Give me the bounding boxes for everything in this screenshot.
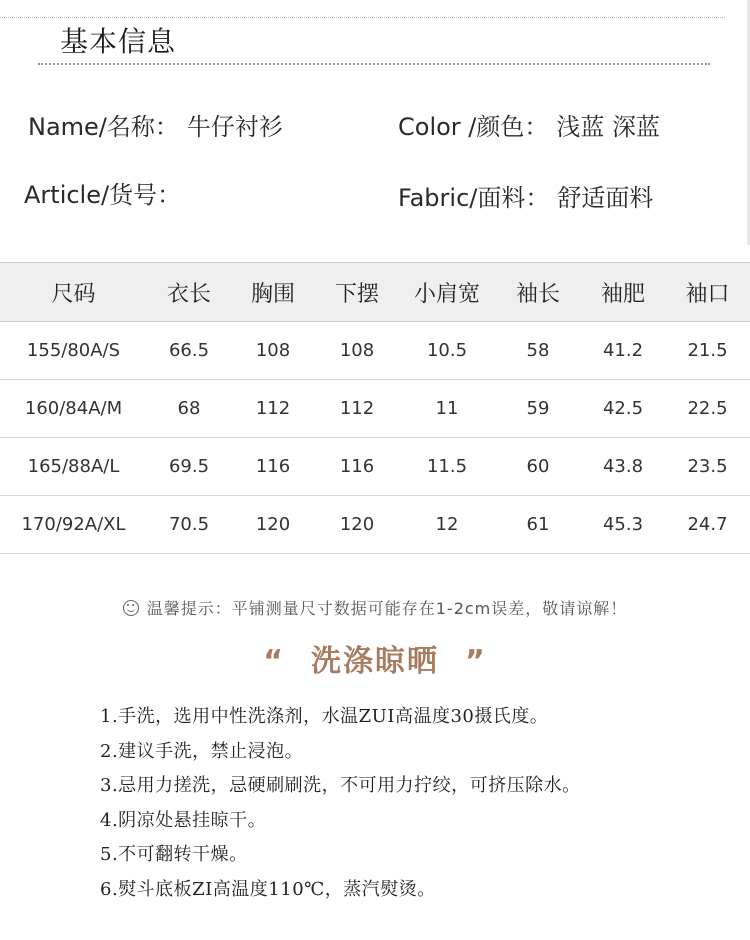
list-item: 5.不可翻转干燥。 xyxy=(100,844,248,865)
table-cell: 59 xyxy=(495,380,581,438)
table-cell: 170/92A/XL xyxy=(0,496,147,554)
info-color-label: Color /颜色： xyxy=(398,113,549,141)
table-row xyxy=(0,380,750,438)
table-cell: 22.5 xyxy=(665,380,750,438)
table-cell: 60 xyxy=(495,438,581,496)
table-cell: 165/88A/L xyxy=(0,438,147,496)
table-row xyxy=(0,496,750,554)
header-cell: 下摆 xyxy=(315,263,399,322)
measurement-tip xyxy=(0,596,750,619)
table-row xyxy=(0,438,750,496)
quote-close: ” xyxy=(465,644,487,679)
table-cell: 70.5 xyxy=(147,496,231,554)
info-fabric-label: Fabric/面料： xyxy=(398,184,550,212)
table-cell: 43.8 xyxy=(581,438,665,496)
size-table xyxy=(0,262,750,554)
table-cell: 61 xyxy=(495,496,581,554)
table-cell: 24.7 xyxy=(665,496,750,554)
table-cell: 41.2 xyxy=(581,322,665,380)
table-cell: 160/84A/M xyxy=(0,380,147,438)
wash-steps-list xyxy=(100,703,581,910)
list-item: 6.熨斗底板ZI高温度110℃，蒸汽熨烫。 xyxy=(100,878,436,900)
info-color xyxy=(398,107,660,142)
table-cell: 45.3 xyxy=(581,496,665,554)
table-cell: 112 xyxy=(315,380,399,438)
list-item: 3.忌用力搓洗，忌硬刷刷洗，不可用力拧绞，可挤压除水。 xyxy=(100,775,581,796)
size-table-header xyxy=(0,263,750,322)
info-article-label: Article/货号： xyxy=(24,181,182,209)
table-cell: 68 xyxy=(147,380,231,438)
table-cell: 69.5 xyxy=(147,438,231,496)
info-fabric-value: 舒适面料 xyxy=(557,184,654,212)
header-cell: 小肩宽 xyxy=(399,263,495,322)
info-name xyxy=(28,107,283,142)
info-fabric xyxy=(398,178,653,213)
table-cell: 120 xyxy=(315,496,399,554)
table-cell: 120 xyxy=(231,496,315,554)
header-cell: 衣长 xyxy=(147,263,231,322)
header-cell: 袖长 xyxy=(495,263,581,322)
wash-title xyxy=(0,636,750,680)
quote-open: “ xyxy=(263,644,285,679)
table-cell: 108 xyxy=(231,322,315,380)
table-cell: 10.5 xyxy=(399,322,495,380)
table-cell: 116 xyxy=(315,438,399,496)
header-cell: 袖肥 xyxy=(581,263,665,322)
wash-title-text: 洗涤晾晒 xyxy=(311,644,439,679)
title-dotted-divider xyxy=(38,63,710,65)
table-cell: 11.5 xyxy=(399,438,495,496)
info-name-value: 牛仔衬衫 xyxy=(186,113,283,141)
header-cell: 尺码 xyxy=(0,263,147,322)
tip-text: 温馨提示：平铺测量尺寸数据可能存在1-2cm误差，敬请谅解！ xyxy=(146,599,628,618)
table-cell: 23.5 xyxy=(665,438,750,496)
table-cell: 21.5 xyxy=(665,322,750,380)
header-cell: 袖口 xyxy=(665,263,750,322)
list-item: 2.建议手洗，禁止浸泡。 xyxy=(100,740,304,762)
info-color-value: 浅蓝 深蓝 xyxy=(556,113,661,141)
table-row xyxy=(0,322,750,380)
table-cell: 66.5 xyxy=(147,322,231,380)
top-divider xyxy=(0,17,725,18)
list-item: 1.手洗，选用中性洗涤剂，水温ZUI高温度30摄氏度。 xyxy=(100,706,549,727)
section-title: 基本信息 xyxy=(60,25,177,58)
table-cell: 12 xyxy=(399,496,495,554)
table-cell: 116 xyxy=(231,438,315,496)
table-cell: 11 xyxy=(399,380,495,438)
info-name-label: Name/名称： xyxy=(28,113,179,141)
header-cell: 胸围 xyxy=(231,263,315,322)
table-cell: 112 xyxy=(231,380,315,438)
table-cell: 155/80A/S xyxy=(0,322,147,380)
smile-icon xyxy=(123,600,139,616)
table-cell: 108 xyxy=(315,322,399,380)
table-cell: 58 xyxy=(495,322,581,380)
table-cell: 42.5 xyxy=(581,380,665,438)
list-item: 4.阴凉处悬挂晾干。 xyxy=(100,809,267,831)
info-article xyxy=(24,175,189,210)
